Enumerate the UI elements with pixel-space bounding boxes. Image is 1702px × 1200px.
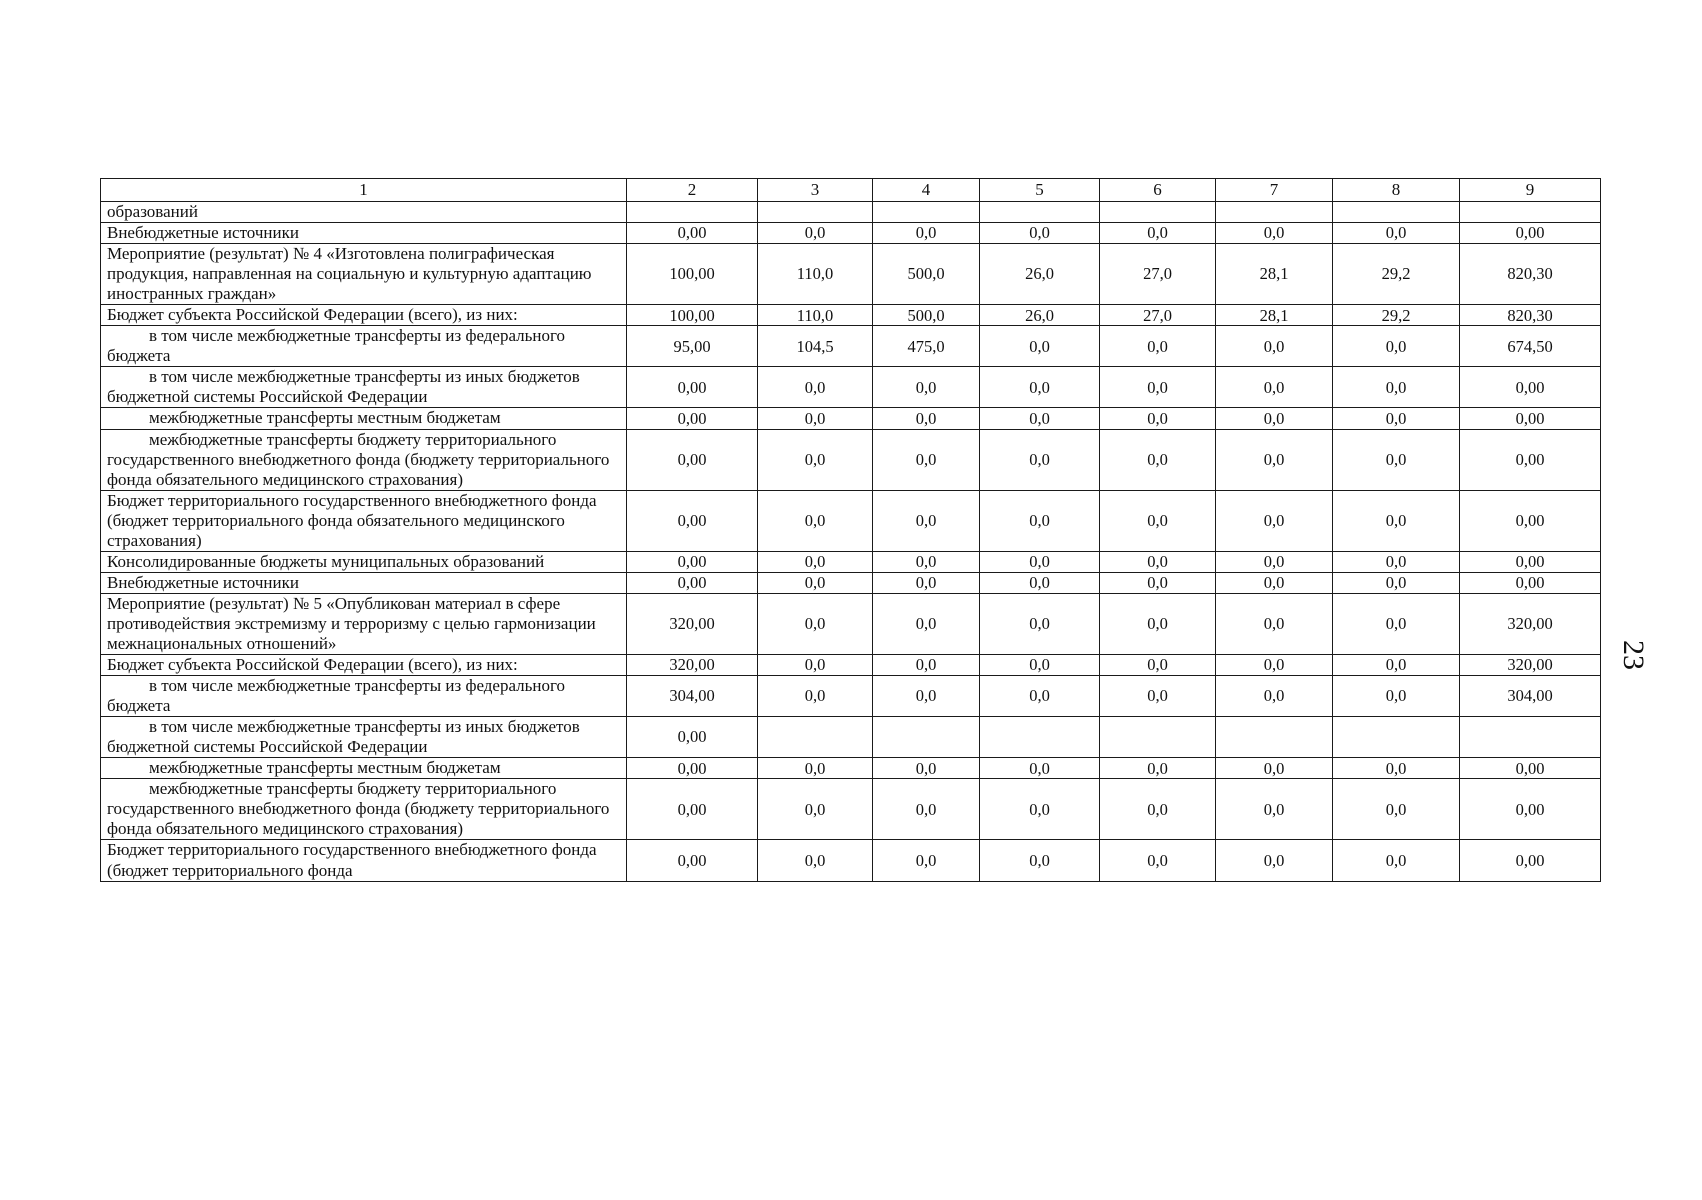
- value-cell-col-4: 500,0: [873, 305, 980, 326]
- value-cell-col-5: 0,0: [980, 408, 1100, 429]
- column-number-1: 1: [101, 179, 627, 202]
- value-cell-col-3: 0,0: [758, 758, 873, 779]
- value-cell-col-4: 475,0: [873, 326, 980, 367]
- row-label: Консолидированные бюджеты муниципальных образований: [101, 551, 627, 572]
- value-cell-col-5: 0,0: [980, 490, 1100, 551]
- value-cell-col-9: 304,00: [1460, 676, 1601, 717]
- value-cell-col-5: 0,0: [980, 655, 1100, 676]
- value-cell-col-6: 0,0: [1100, 593, 1216, 654]
- table-row: [101, 244, 1601, 305]
- value-cell-col-7: 0,0: [1216, 326, 1333, 367]
- value-cell-col-8: 0,0: [1333, 655, 1460, 676]
- value-cell-col-7: 0,0: [1216, 779, 1333, 840]
- value-cell-col-8: 0,0: [1333, 326, 1460, 367]
- value-cell-col-9: 320,00: [1460, 655, 1601, 676]
- value-cell-col-8: 0,0: [1333, 490, 1460, 551]
- budget-table: [100, 178, 1601, 882]
- value-cell-col-7: 0,0: [1216, 367, 1333, 408]
- value-cell-col-9: 0,00: [1460, 223, 1601, 244]
- row-label: в том числе межбюджетные трансферты из иных бюджетов бюджетной системы Российской Федерации: [101, 717, 627, 758]
- table-row: [101, 408, 1601, 429]
- value-cell-col-2: 0,00: [627, 717, 758, 758]
- column-number-5: 5: [980, 179, 1100, 202]
- value-cell-col-5: 0,0: [980, 326, 1100, 367]
- row-label: Бюджет субъекта Российской Федерации (всего), из них:: [101, 655, 627, 676]
- value-cell-col-4: 0,0: [873, 572, 980, 593]
- value-cell-col-2: 0,00: [627, 840, 758, 881]
- row-label: Внебюджетные источники: [101, 223, 627, 244]
- value-cell-col-8: 0,0: [1333, 593, 1460, 654]
- value-cell-col-2: 0,00: [627, 429, 758, 490]
- value-cell-col-7: 0,0: [1216, 408, 1333, 429]
- value-cell-col-4: 0,0: [873, 408, 980, 429]
- page-number: 23: [1617, 640, 1650, 670]
- value-cell-col-7: 0,0: [1216, 490, 1333, 551]
- value-cell-col-4: 0,0: [873, 779, 980, 840]
- value-cell-col-2: 320,00: [627, 593, 758, 654]
- value-cell-col-7: 28,1: [1216, 244, 1333, 305]
- table-row: [101, 223, 1601, 244]
- value-cell-col-2: 0,00: [627, 758, 758, 779]
- value-cell-col-7: [1216, 717, 1333, 758]
- table-row: [101, 840, 1601, 881]
- value-cell-col-9: 0,00: [1460, 429, 1601, 490]
- table-row: [101, 490, 1601, 551]
- table-body: [101, 179, 1601, 882]
- value-cell-col-6: 0,0: [1100, 572, 1216, 593]
- value-cell-col-3: 0,0: [758, 429, 873, 490]
- row-label: Внебюджетные источники: [101, 572, 627, 593]
- value-cell-col-6: 0,0: [1100, 676, 1216, 717]
- value-cell-col-8: 0,0: [1333, 840, 1460, 881]
- row-label: межбюджетные трансферты местным бюджетам: [101, 408, 627, 429]
- row-label: Бюджет территориального государственного внебюджетного фонда (бюджет территориального фонда обязательного медицинского страхования): [101, 490, 627, 551]
- value-cell-col-5: 0,0: [980, 758, 1100, 779]
- value-cell-col-8: 29,2: [1333, 305, 1460, 326]
- table-row: [101, 593, 1601, 654]
- table-row: [101, 326, 1601, 367]
- table-row: [101, 429, 1601, 490]
- value-cell-col-6: 0,0: [1100, 490, 1216, 551]
- value-cell-col-5: 0,0: [980, 593, 1100, 654]
- column-number-2: 2: [627, 179, 758, 202]
- table-row: [101, 676, 1601, 717]
- value-cell-col-3: 110,0: [758, 305, 873, 326]
- value-cell-col-7: [1216, 202, 1333, 223]
- value-cell-col-4: 0,0: [873, 367, 980, 408]
- table-row: [101, 572, 1601, 593]
- value-cell-col-3: 0,0: [758, 655, 873, 676]
- value-cell-col-9: 320,00: [1460, 593, 1601, 654]
- table-row: [101, 655, 1601, 676]
- value-cell-col-6: 27,0: [1100, 244, 1216, 305]
- value-cell-col-2: 0,00: [627, 551, 758, 572]
- value-cell-col-6: 0,0: [1100, 551, 1216, 572]
- value-cell-col-3: 0,0: [758, 223, 873, 244]
- value-cell-col-7: 0,0: [1216, 551, 1333, 572]
- value-cell-col-9: 820,30: [1460, 244, 1601, 305]
- column-number-4: 4: [873, 179, 980, 202]
- value-cell-col-6: 0,0: [1100, 758, 1216, 779]
- value-cell-col-3: 0,0: [758, 593, 873, 654]
- value-cell-col-7: 0,0: [1216, 223, 1333, 244]
- row-label: образований: [101, 202, 627, 223]
- value-cell-col-5: 26,0: [980, 305, 1100, 326]
- value-cell-col-7: 0,0: [1216, 655, 1333, 676]
- value-cell-col-9: [1460, 202, 1601, 223]
- value-cell-col-8: 0,0: [1333, 551, 1460, 572]
- value-cell-col-4: 0,0: [873, 655, 980, 676]
- table-row: [101, 717, 1601, 758]
- column-number-9: 9: [1460, 179, 1601, 202]
- row-label: в том числе межбюджетные трансферты из иных бюджетов бюджетной системы Российской Федерации: [101, 367, 627, 408]
- value-cell-col-6: 0,0: [1100, 779, 1216, 840]
- value-cell-col-4: 0,0: [873, 223, 980, 244]
- value-cell-col-7: 0,0: [1216, 840, 1333, 881]
- column-number-3: 3: [758, 179, 873, 202]
- value-cell-col-9: 0,00: [1460, 840, 1601, 881]
- value-cell-col-3: 0,0: [758, 408, 873, 429]
- value-cell-col-4: 0,0: [873, 758, 980, 779]
- table-row: [101, 367, 1601, 408]
- value-cell-col-2: 0,00: [627, 223, 758, 244]
- value-cell-col-3: 0,0: [758, 676, 873, 717]
- value-cell-col-8: 29,2: [1333, 244, 1460, 305]
- value-cell-col-3: [758, 202, 873, 223]
- value-cell-col-7: 0,0: [1216, 572, 1333, 593]
- value-cell-col-5: [980, 202, 1100, 223]
- value-cell-col-2: [627, 202, 758, 223]
- value-cell-col-4: 0,0: [873, 490, 980, 551]
- value-cell-col-4: 0,0: [873, 551, 980, 572]
- value-cell-col-5: 0,0: [980, 429, 1100, 490]
- row-label: межбюджетные трансферты бюджету территориального государственного внебюджетного фонда (бюджету территориального фонда обязательного медицинского страхования): [101, 779, 627, 840]
- value-cell-col-9: 0,00: [1460, 572, 1601, 593]
- value-cell-col-4: 0,0: [873, 676, 980, 717]
- value-cell-col-5: 0,0: [980, 676, 1100, 717]
- value-cell-col-2: 0,00: [627, 779, 758, 840]
- value-cell-col-3: 0,0: [758, 551, 873, 572]
- table-row: [101, 551, 1601, 572]
- value-cell-col-7: 0,0: [1216, 593, 1333, 654]
- row-label: межбюджетные трансферты бюджету территориального государственного внебюджетного фонда (бюджету территориального фонда обязательного медицинского страхования): [101, 429, 627, 490]
- value-cell-col-2: 0,00: [627, 408, 758, 429]
- value-cell-col-6: 27,0: [1100, 305, 1216, 326]
- value-cell-col-6: 0,0: [1100, 326, 1216, 367]
- table-row: [101, 305, 1601, 326]
- row-label: межбюджетные трансферты местным бюджетам: [101, 758, 627, 779]
- value-cell-col-6: [1100, 202, 1216, 223]
- value-cell-col-5: 0,0: [980, 572, 1100, 593]
- value-cell-col-7: 28,1: [1216, 305, 1333, 326]
- value-cell-col-4: [873, 202, 980, 223]
- value-cell-col-9: 0,00: [1460, 408, 1601, 429]
- value-cell-col-6: 0,0: [1100, 223, 1216, 244]
- value-cell-col-3: 0,0: [758, 367, 873, 408]
- value-cell-col-3: 110,0: [758, 244, 873, 305]
- value-cell-col-6: 0,0: [1100, 840, 1216, 881]
- value-cell-col-2: 95,00: [627, 326, 758, 367]
- value-cell-col-5: 0,0: [980, 551, 1100, 572]
- value-cell-col-7: 0,0: [1216, 676, 1333, 717]
- value-cell-col-2: 0,00: [627, 490, 758, 551]
- row-label: в том числе межбюджетные трансферты из федерального бюджета: [101, 676, 627, 717]
- value-cell-col-3: 104,5: [758, 326, 873, 367]
- value-cell-col-8: 0,0: [1333, 429, 1460, 490]
- value-cell-col-8: 0,0: [1333, 408, 1460, 429]
- value-cell-col-4: [873, 717, 980, 758]
- value-cell-col-4: 0,0: [873, 593, 980, 654]
- value-cell-col-6: 0,0: [1100, 429, 1216, 490]
- value-cell-col-2: 320,00: [627, 655, 758, 676]
- value-cell-col-8: 0,0: [1333, 572, 1460, 593]
- row-label: Мероприятие (результат) № 5 «Опубликован материал в сфере противодействия экстремизму и терроризму с целью гармонизации межнациональных отношений»: [101, 593, 627, 654]
- value-cell-col-8: [1333, 202, 1460, 223]
- value-cell-col-8: 0,0: [1333, 223, 1460, 244]
- column-number-8: 8: [1333, 179, 1460, 202]
- value-cell-col-3: 0,0: [758, 572, 873, 593]
- value-cell-col-2: 304,00: [627, 676, 758, 717]
- value-cell-col-3: [758, 717, 873, 758]
- value-cell-col-8: 0,0: [1333, 758, 1460, 779]
- value-cell-col-8: [1333, 717, 1460, 758]
- row-label: Мероприятие (результат) № 4 «Изготовлена полиграфическая продукция, направленная на социальную и культурную адаптацию иностранных граждан»: [101, 244, 627, 305]
- row-label: в том числе межбюджетные трансферты из федерального бюджета: [101, 326, 627, 367]
- value-cell-col-9: 0,00: [1460, 779, 1601, 840]
- value-cell-col-3: 0,0: [758, 490, 873, 551]
- value-cell-col-8: 0,0: [1333, 676, 1460, 717]
- value-cell-col-9: 820,30: [1460, 305, 1601, 326]
- value-cell-col-5: 0,0: [980, 840, 1100, 881]
- value-cell-col-4: 500,0: [873, 244, 980, 305]
- value-cell-col-8: 0,0: [1333, 367, 1460, 408]
- value-cell-col-6: 0,0: [1100, 408, 1216, 429]
- value-cell-col-9: 0,00: [1460, 758, 1601, 779]
- value-cell-col-4: 0,0: [873, 840, 980, 881]
- value-cell-col-4: 0,0: [873, 429, 980, 490]
- column-number-6: 6: [1100, 179, 1216, 202]
- value-cell-col-5: 0,0: [980, 367, 1100, 408]
- value-cell-col-2: 0,00: [627, 572, 758, 593]
- value-cell-col-9: 674,50: [1460, 326, 1601, 367]
- value-cell-col-2: 0,00: [627, 367, 758, 408]
- value-cell-col-5: 0,0: [980, 223, 1100, 244]
- table-row: [101, 202, 1601, 223]
- value-cell-col-9: [1460, 717, 1601, 758]
- value-cell-col-5: 26,0: [980, 244, 1100, 305]
- value-cell-col-3: 0,0: [758, 779, 873, 840]
- column-number-row: [101, 179, 1601, 202]
- value-cell-col-9: 0,00: [1460, 551, 1601, 572]
- value-cell-col-7: 0,0: [1216, 429, 1333, 490]
- value-cell-col-6: 0,0: [1100, 655, 1216, 676]
- value-cell-col-9: 0,00: [1460, 367, 1601, 408]
- column-number-7: 7: [1216, 179, 1333, 202]
- value-cell-col-8: 0,0: [1333, 779, 1460, 840]
- value-cell-col-6: 0,0: [1100, 367, 1216, 408]
- value-cell-col-9: 0,00: [1460, 490, 1601, 551]
- value-cell-col-5: [980, 717, 1100, 758]
- value-cell-col-6: [1100, 717, 1216, 758]
- table-row: [101, 758, 1601, 779]
- row-label: Бюджет территориального государственного внебюджетного фонда (бюджет территориального фонда: [101, 840, 627, 881]
- value-cell-col-3: 0,0: [758, 840, 873, 881]
- table-row: [101, 779, 1601, 840]
- value-cell-col-5: 0,0: [980, 779, 1100, 840]
- value-cell-col-7: 0,0: [1216, 758, 1333, 779]
- row-label: Бюджет субъекта Российской Федерации (всего), из них:: [101, 305, 627, 326]
- value-cell-col-2: 100,00: [627, 244, 758, 305]
- value-cell-col-2: 100,00: [627, 305, 758, 326]
